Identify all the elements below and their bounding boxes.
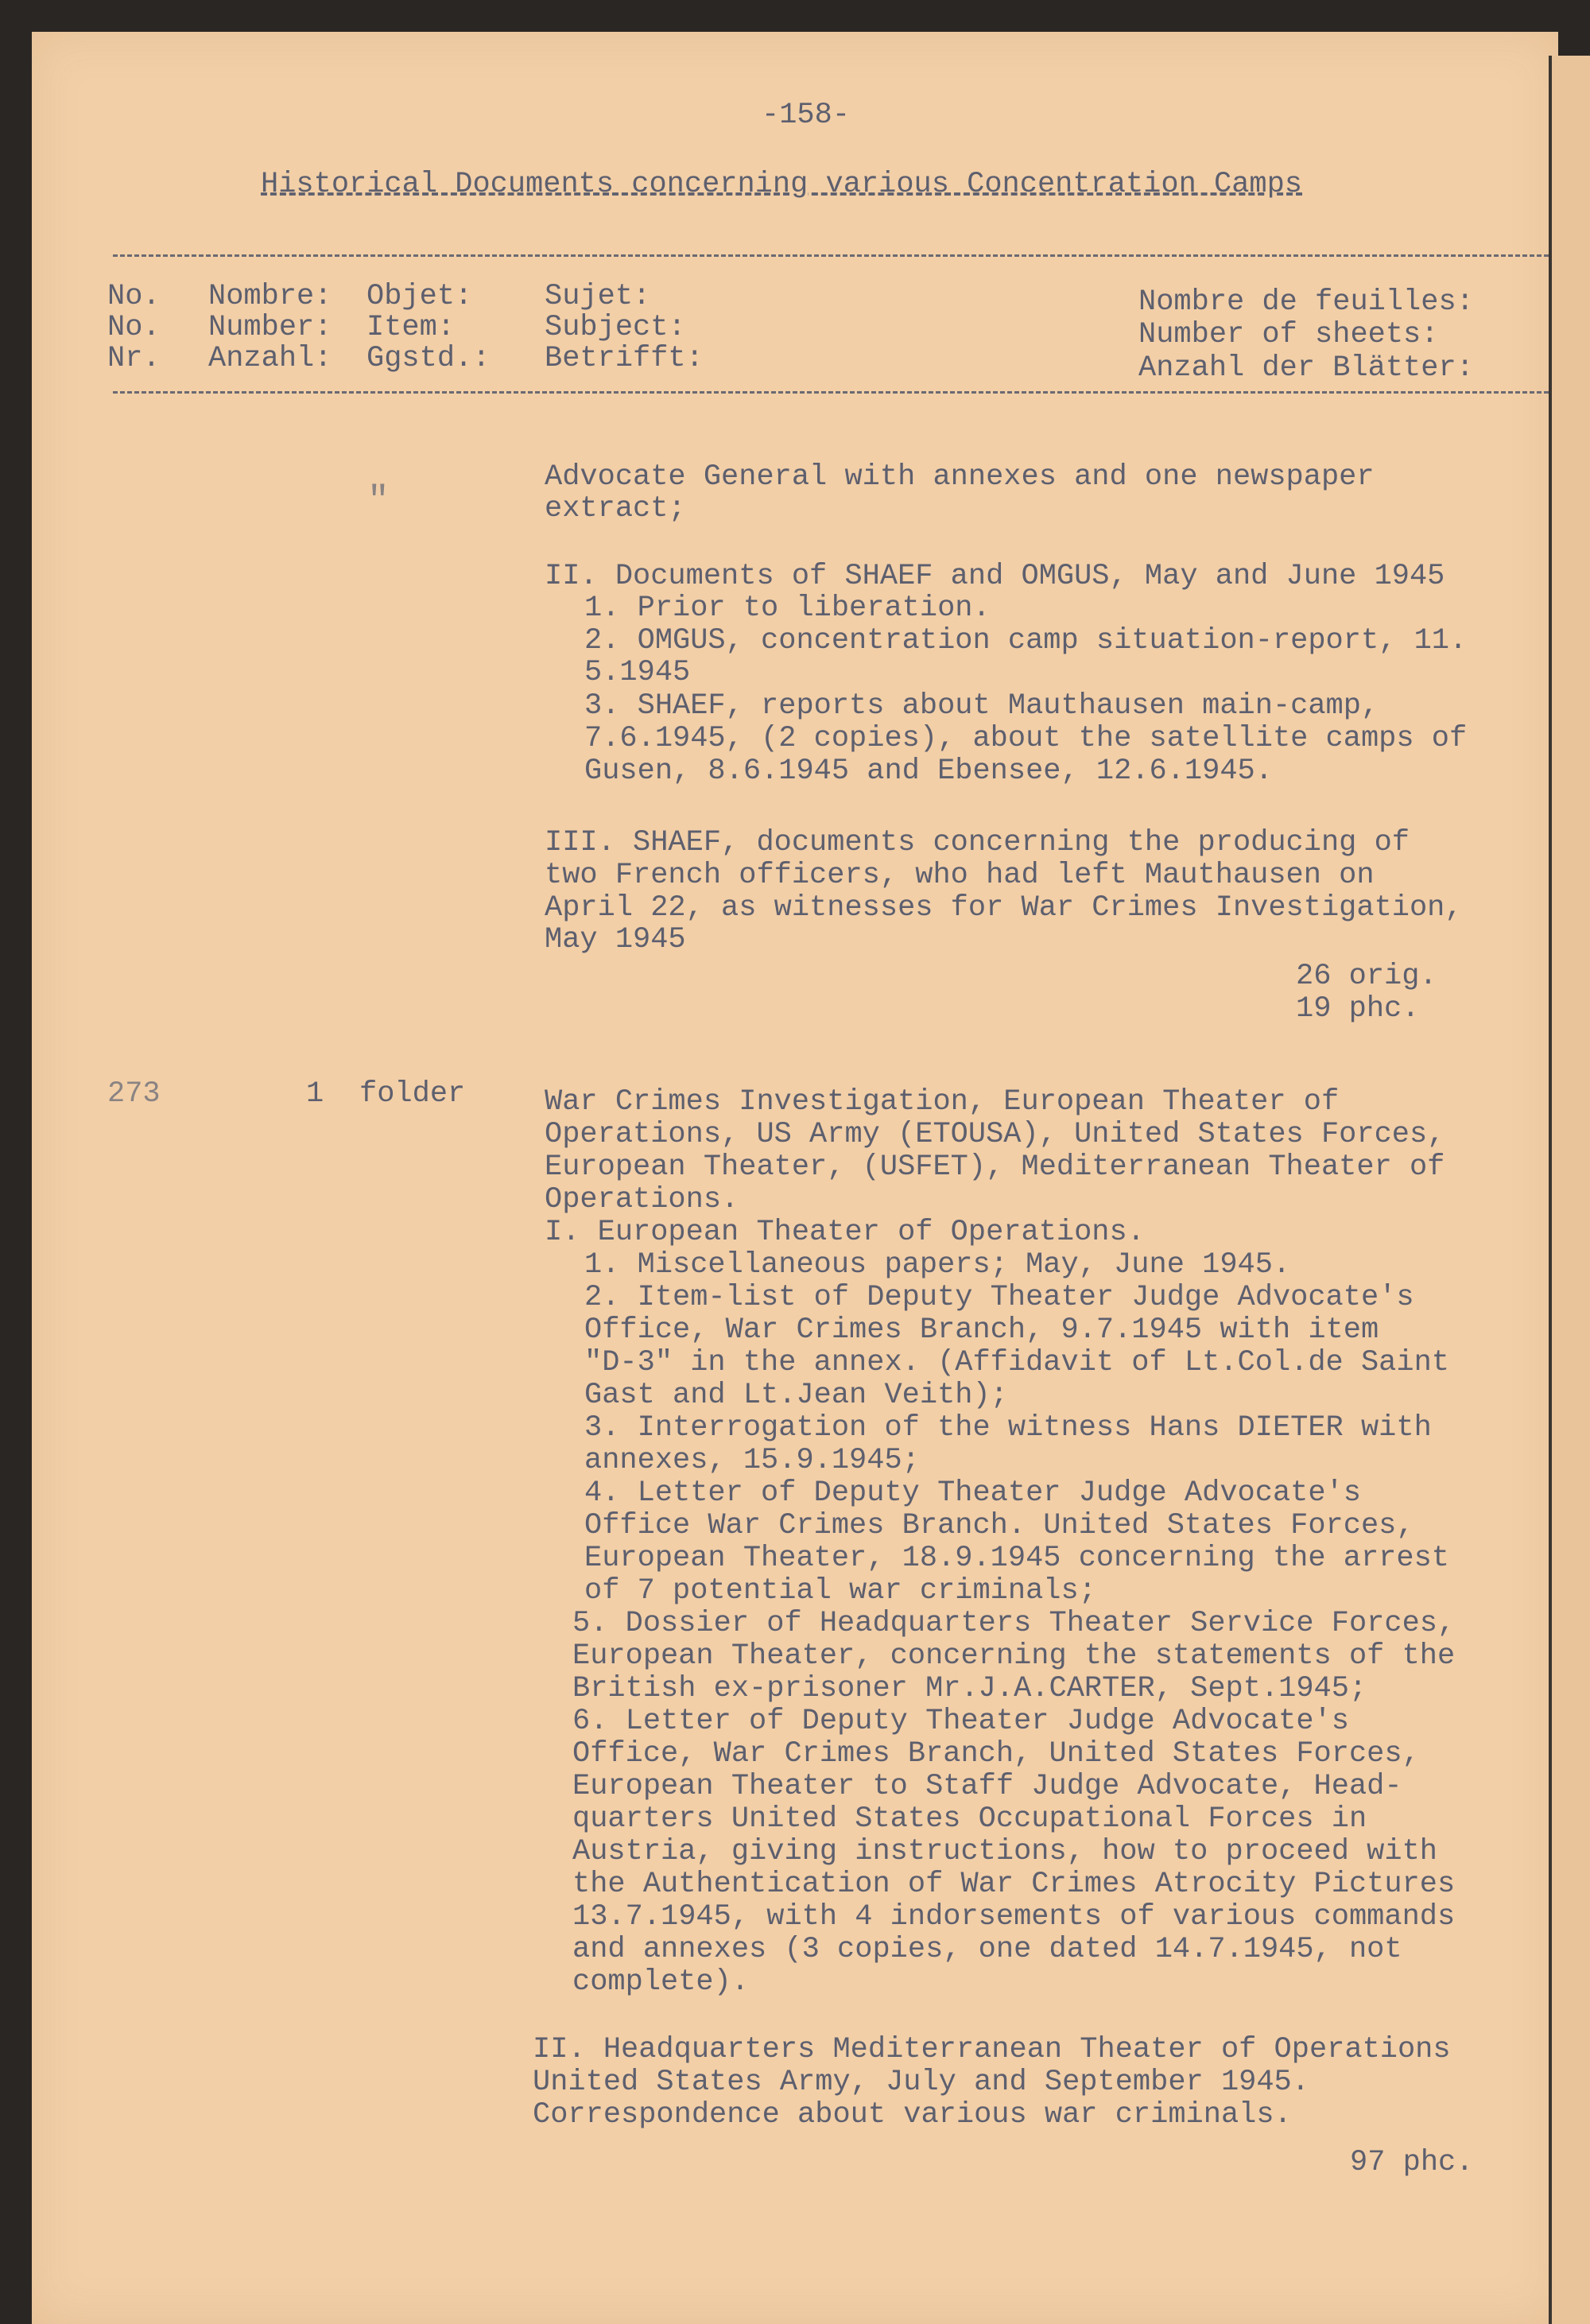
text-line: Gast and Lt.Jean Veith);: [584, 1379, 1008, 1412]
text-line: European Theater, concerning the statements of the: [572, 1639, 1456, 1673]
text-line: Office, War Crimes Branch, United States Forces,: [572, 1737, 1420, 1771]
col-item-fr: Objet:: [366, 280, 473, 313]
sheets-count: 97 phc.: [1350, 2146, 1474, 2179]
col-item-de: Ggstd.:: [366, 342, 491, 375]
text-line: 5. Dossier of Headquarters Theater Service Forces,: [572, 1607, 1456, 1640]
adjacent-page-edge: [1549, 56, 1590, 2324]
text-line: 2. OMGUS, concentration camp situation-report, 11.: [584, 624, 1468, 658]
text-line: and annexes (3 copies, one dated 14.7.1945, not: [572, 1933, 1402, 1966]
col-count-de: Anzahl:: [208, 342, 332, 375]
text-line: 13.7.1945, with 4 indorsements of various commands: [572, 1900, 1456, 1934]
col-sheets-en: Number of sheets:: [1138, 318, 1439, 351]
text-line: 2. Item-list of Deputy Theater Judge Advocate's: [584, 1281, 1414, 1314]
sheets-count: 26 orig.: [1296, 960, 1437, 993]
text-line: Correspondence about various war criminals.: [533, 2098, 1292, 2132]
entry-count: 1: [306, 1077, 324, 1111]
text-line: annexes, 15.9.1945;: [584, 1444, 920, 1477]
text-line: European Theater, (USFET), Mediterranean Theater of: [545, 1150, 1445, 1184]
text-line: III. SHAEF, documents concerning the producing of: [545, 826, 1410, 859]
col-count-en: Number:: [208, 311, 332, 344]
entry-number: 273: [107, 1077, 161, 1111]
text-line: "D-3" in the annex. (Affidavit of Lt.Col.de Saint: [584, 1346, 1449, 1379]
text-line: Austria, giving instructions, how to proceed with: [572, 1835, 1437, 1868]
text-line: quarters United States Occupational Forces in: [572, 1802, 1367, 1836]
sheets-count: 19 phc.: [1296, 992, 1420, 1026]
col-sheets-fr: Nombre de feuilles:: [1138, 285, 1474, 319]
text-line: European Theater to Staff Judge Advocate, Head-: [572, 1770, 1402, 1803]
text-line: 1. Miscellaneous papers; May, June 1945.: [584, 1248, 1291, 1282]
text-line: Advocate General with annexes and one newspaper: [545, 460, 1375, 494]
text-line: I. European Theater of Operations.: [545, 1216, 1145, 1249]
page-number: -158-: [762, 99, 851, 132]
col-subject-de: Betrifft:: [545, 342, 704, 375]
text-line: extract;: [545, 492, 686, 526]
text-line: European Theater, 18.9.1945 concerning the arrest: [584, 1542, 1449, 1575]
ditto-mark: ": [367, 480, 390, 522]
text-line: United States Army, July and September 1945.: [533, 2066, 1309, 2099]
col-item-en: Item:: [366, 311, 456, 344]
text-line: 6. Letter of Deputy Theater Judge Advocate's: [572, 1705, 1349, 1738]
col-subject-en: Subject:: [545, 311, 686, 344]
text-line: 4. Letter of Deputy Theater Judge Advocate's: [584, 1476, 1361, 1510]
text-line: of 7 potential war criminals;: [584, 1574, 1096, 1608]
text-line: Office War Crimes Branch. United States Forces,: [584, 1509, 1414, 1542]
text-line: 7.6.1945, (2 copies), about the satellite camps of: [584, 722, 1468, 755]
text-line: May 1945: [545, 923, 686, 956]
text-line: II. Headquarters Mediterranean Theater of Operations: [533, 2033, 1451, 2066]
col-no-fr: No.: [107, 280, 161, 313]
text-line: 1. Prior to liberation.: [584, 592, 991, 625]
text-line: 5.1945: [584, 656, 691, 689]
text-line: British ex-prisoner Mr.J.A.CARTER, Sept.1945;: [572, 1672, 1367, 1705]
col-count-fr: Nombre:: [208, 280, 332, 313]
text-line: Gusen, 8.6.1945 and Ebensee, 12.6.1945.: [584, 755, 1273, 788]
col-sheets-de: Anzahl der Blätter:: [1138, 351, 1474, 385]
header-rule-top: [113, 254, 1549, 257]
text-line: Operations, US Army (ETOUSA), United States Forces,: [545, 1118, 1445, 1151]
text-line: Office, War Crimes Branch, 9.7.1945 with item: [584, 1313, 1379, 1347]
text-line: 3. SHAEF, reports about Mauthausen main-camp,: [584, 689, 1379, 723]
page-title: Historical Documents concerning various Concentration Camps: [261, 168, 1303, 201]
text-line: the Authentication of War Crimes Atrocity Pictures: [572, 1868, 1456, 1901]
text-line: Operations.: [545, 1183, 739, 1216]
text-line: 3. Interrogation of the witness Hans DIETER with: [584, 1411, 1432, 1445]
header-rule-bottom: [113, 391, 1549, 394]
text-line: April 22, as witnesses for War Crimes Investigation,: [545, 891, 1463, 925]
text-line: two French officers, who had left Mauthausen on: [545, 859, 1375, 892]
col-no-en: No.: [107, 311, 161, 344]
col-subject-fr: Sujet:: [545, 280, 651, 313]
col-no-de: Nr.: [107, 342, 161, 375]
text-line: War Crimes Investigation, European Theater of: [545, 1085, 1340, 1119]
text-line: complete).: [572, 1965, 750, 1999]
text-line: II. Documents of SHAEF and OMGUS, May and June 1945: [545, 560, 1445, 593]
entry-item: folder: [359, 1077, 466, 1111]
